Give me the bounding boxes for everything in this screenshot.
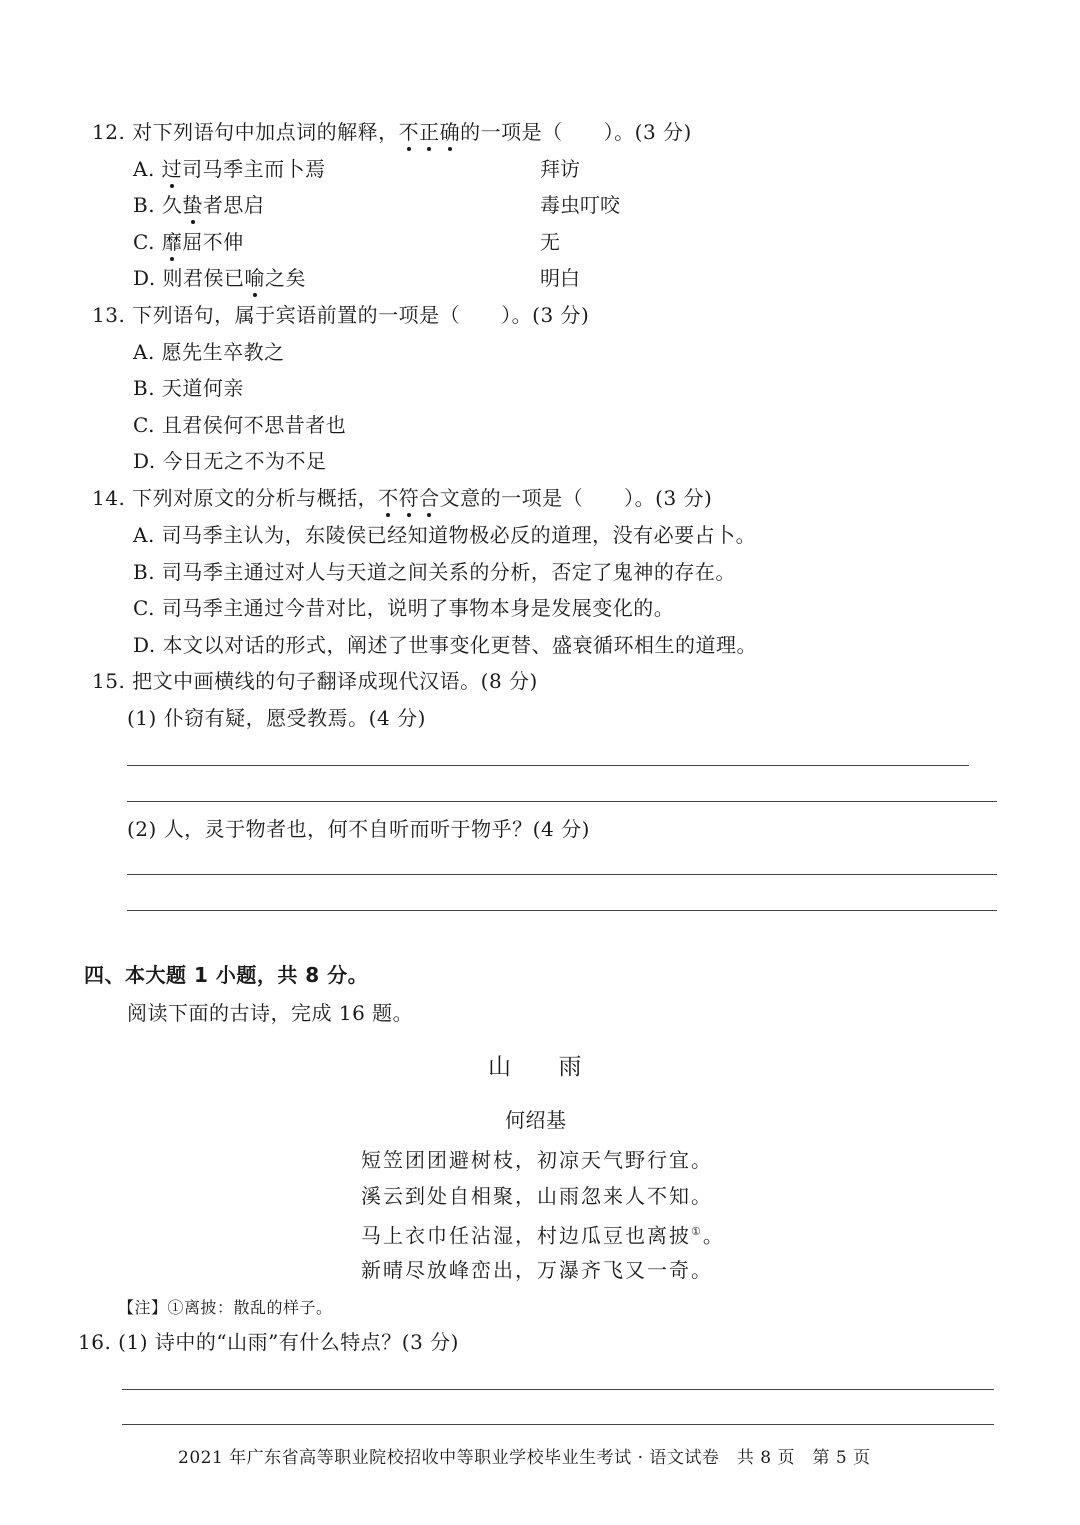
q12-option-d-answer: 明白 bbox=[540, 266, 580, 290]
poem-note: 【注】①离披：散乱的样子。 bbox=[118, 1298, 333, 1317]
emphasis-dot-char: 不 bbox=[398, 120, 420, 144]
emphasis-dot-char: 符 bbox=[398, 486, 420, 510]
emphasis-dot-char: 过 bbox=[161, 157, 183, 181]
note-marker: ① bbox=[691, 1225, 703, 1238]
q14-stem: 14. 下列对原文的分析与概括，不符合文意的一项是（ ）。(3 分) bbox=[92, 486, 713, 510]
q13-stem: 13. 下列语句，属于宾语前置的一项是（ ）。(3 分) bbox=[92, 303, 590, 327]
emphasis-dot-char: 蛰 bbox=[182, 193, 203, 217]
q12-option-c: C. 靡屈不伸 bbox=[133, 230, 244, 254]
q13-option-c: C. 且君侯何不思昔者也 bbox=[133, 413, 347, 437]
section-heading: 四、本大题 1 小题，共 8 分。 bbox=[84, 963, 369, 987]
q15-stem: 15. 把文中画横线的句子翻译成现代汉语。(8 分) bbox=[92, 669, 538, 693]
q12-option-c-answer: 无 bbox=[540, 230, 560, 254]
answer-line[interactable] bbox=[122, 1424, 994, 1425]
emphasis-dot-char: 靡 bbox=[161, 230, 183, 254]
q14-option-b: B. 司马季主通过对人与天道之间关系的分析，否定了鬼神的存在。 bbox=[133, 560, 736, 584]
q13-option-b: B. 天道何亲 bbox=[133, 376, 244, 400]
emphasis-dot-char: 不 bbox=[378, 486, 399, 510]
emphasis-dot-char: 喻 bbox=[244, 266, 266, 290]
answer-line[interactable] bbox=[127, 765, 969, 766]
q12-option-a-answer: 拜访 bbox=[540, 157, 580, 181]
answer-line[interactable] bbox=[127, 874, 997, 875]
q12-option-d: D. 则君侯已喻之矣 bbox=[133, 266, 307, 290]
q16-stem: 16. (1) 诗中的“山雨”有什么特点？(3 分) bbox=[78, 1330, 459, 1354]
emphasis-dot-char: 确 bbox=[439, 120, 461, 144]
answer-line[interactable] bbox=[127, 801, 997, 802]
q14-option-c: C. 司马季主通过今昔对比，说明了事物本身是发展变化的。 bbox=[133, 596, 675, 620]
q13-option-d: D. 今日无之不为不足 bbox=[133, 449, 327, 473]
q15-sub2: (2) 人，灵于物者也，何不自听而听于物乎？(4 分) bbox=[127, 817, 590, 841]
q12-stem: 12. 对下列语句中加点词的解释，不正确的一项是（ ）。(3 分) bbox=[92, 120, 692, 144]
section-instruction: 阅读下面的古诗，完成 16 题。 bbox=[127, 1001, 414, 1025]
emphasis-dot-char: 正 bbox=[419, 120, 440, 144]
poem-line: 新晴尽放峰峦出，万瀑齐飞又一奇。 bbox=[361, 1258, 713, 1282]
q12-option-b-answer: 毒虫叮咬 bbox=[540, 193, 620, 217]
q12-option-a: A. 过司马季主而卜焉 bbox=[133, 157, 326, 181]
q13-option-a: A. 愿先生卒教之 bbox=[133, 340, 285, 364]
poem-line: 短笠团团避树枝，初凉天气野行宜。 bbox=[361, 1148, 713, 1172]
q15-sub1: (1) 仆窃有疑，愿受教焉。(4 分) bbox=[127, 706, 426, 730]
q12-option-b: B. 久蛰者思启 bbox=[133, 193, 265, 217]
answer-line[interactable] bbox=[122, 1389, 994, 1390]
poem-line: 马上衣巾任沾湿，村边瓜豆也离披①。 bbox=[361, 1223, 725, 1248]
poem-line: 溪云到处自相聚，山雨忽来人不知。 bbox=[361, 1184, 713, 1208]
answer-line[interactable] bbox=[127, 910, 997, 911]
poem-author: 何绍基 bbox=[505, 1108, 567, 1132]
q14-option-d: D. 本文以对话的形式，阐述了世事变化更替、盛衰循环相生的道理。 bbox=[133, 633, 758, 657]
poem-title: 山 雨 bbox=[488, 1054, 582, 1080]
page-footer: 2021 年广东省高等职业院校招收中等职业学校毕业生考试 · 语文试卷 共 8 页 第 5 页 bbox=[178, 1448, 871, 1468]
q14-option-a: A. 司马季主认为，东陵侯已经知道物极必反的道理，没有必要占卜。 bbox=[133, 523, 757, 547]
emphasis-dot-char: 合 bbox=[419, 486, 440, 510]
